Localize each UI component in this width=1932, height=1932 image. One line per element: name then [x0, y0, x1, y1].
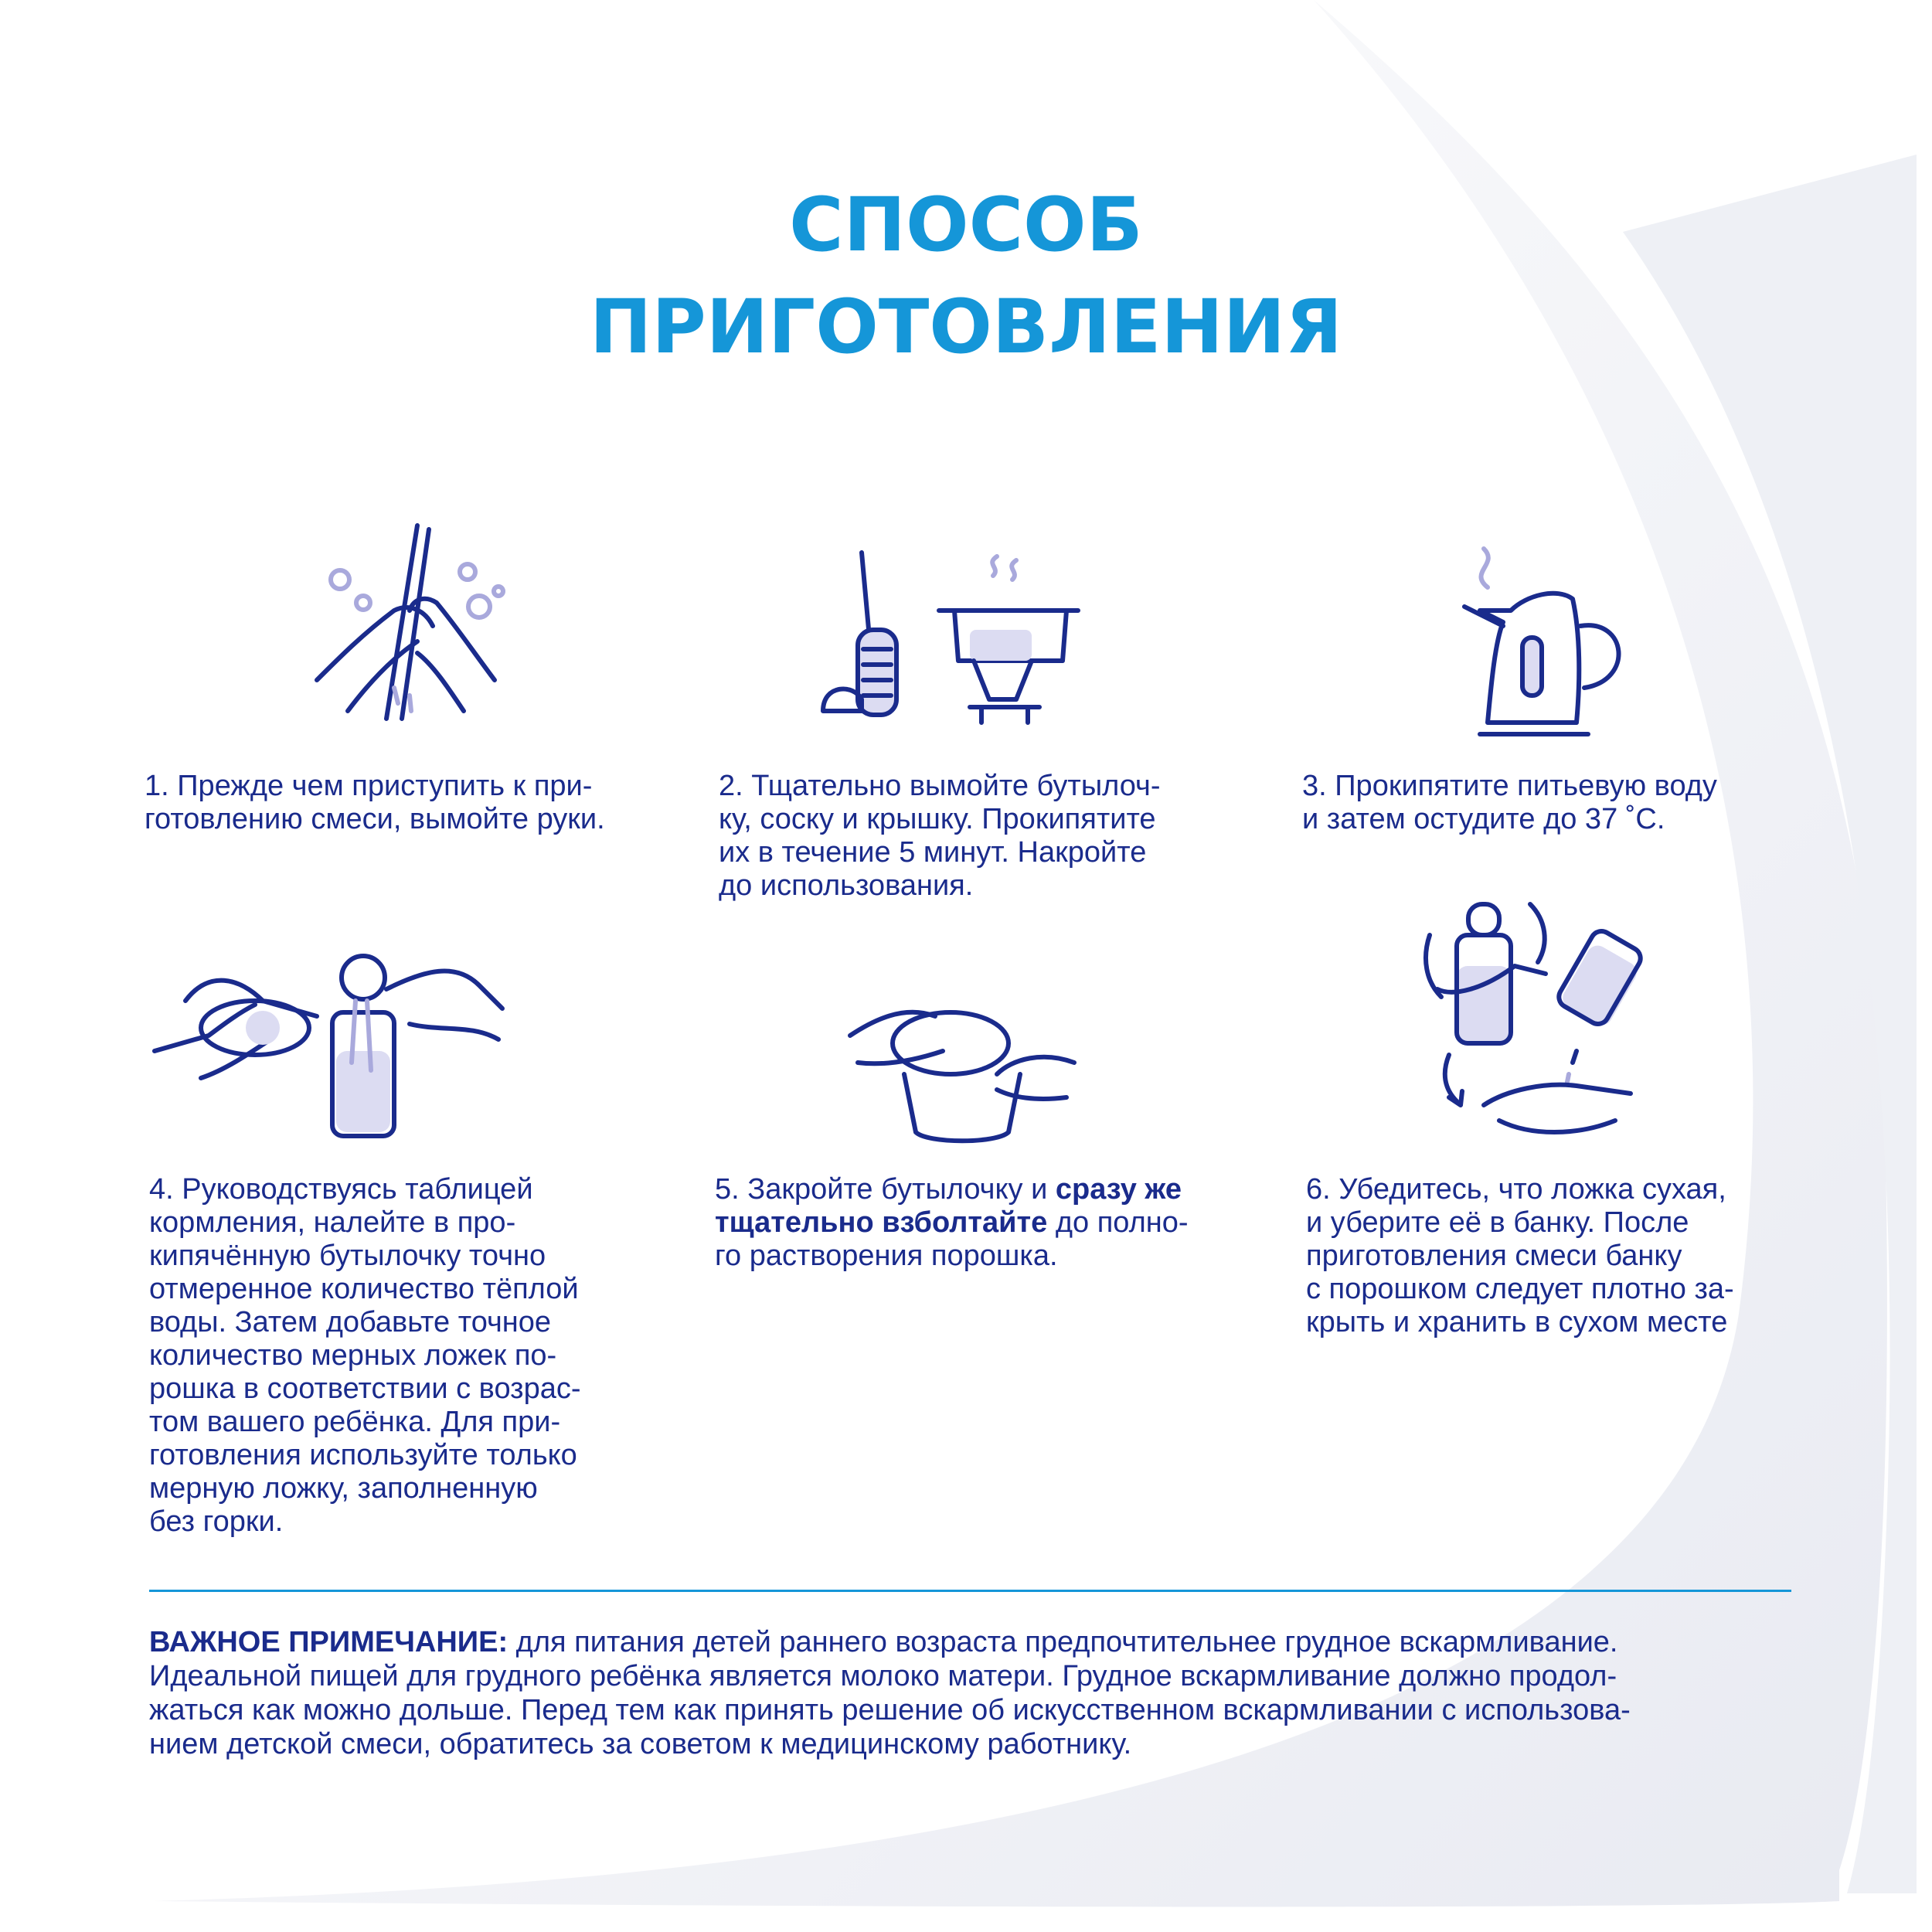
step-5-text [715, 1173, 1189, 1273]
divider-line [149, 1590, 1791, 1592]
title-line-1: СПОСОБ [789, 182, 1143, 268]
hand-washing-icon [301, 518, 518, 726]
close-lid-icon [842, 989, 1082, 1144]
step-2-text: 2. Тщательно вымойте бутылоч- ку, соску и крышку. Прокипятите их в течение 5 минут. Накройте до использования. [719, 770, 1161, 902]
sterilize-bottle-icon [815, 545, 1094, 730]
important-note [149, 1625, 1803, 1761]
important-note-label: ВАЖНОЕ ПРИМЕЧАНИЕ: [149, 1626, 509, 1658]
step-5-text-start: 5. Закройте бутылочку и [715, 1173, 1056, 1206]
shake-test-icon [1422, 889, 1646, 1151]
page-title [0, 174, 1932, 378]
step-4-text: 4. Руководствуясь таблицей кормления, налейте в про- кипячённую бутылочку точно отмеренное количество тёплой воды. Затем добавьте точное количество мерных ложек по- рошка в соответствии с возрас- том вашего ребёнка. Для при- готовления используйте только мерную ложку, заполненную без горки. [149, 1173, 581, 1538]
important-note-text: для питания детей раннего возраста предпочтительнее грудное вскармливание. Идеальной пищей для грудного ребёнка является молоко матери. Грудное вскармливание должно продол- жаться как можно дольше. Перед тем как принять решение об искусственном вскармливании с использова- нием детской смеси, обратитесь за советом к медицинскому работнику. [149, 1626, 1631, 1760]
step-6-text: 6. Убедитесь, что ложка сухая, и уберите её в банку. После приготовления смеси банку с порошком следует плотно за- крыть и хранить в сухом месте [1306, 1173, 1734, 1338]
step-5-text-bold: сразу же тщательно взболтайте [715, 1173, 1182, 1239]
step-1-text: 1. Прежде чем приступить к при- готовлению смеси, вымойте руки. [145, 770, 605, 835]
step-5-text-end: до полно- го растворения порошка. [715, 1206, 1189, 1272]
kettle-icon [1457, 541, 1642, 742]
title-line-2: ПРИГОТОВЛЕНИЯ [589, 284, 1342, 370]
step-3-text: 3. Прокипятите питьевую воду и затем остудите до 37 ˚С. [1302, 770, 1717, 835]
measure-powder-icon [147, 939, 510, 1140]
